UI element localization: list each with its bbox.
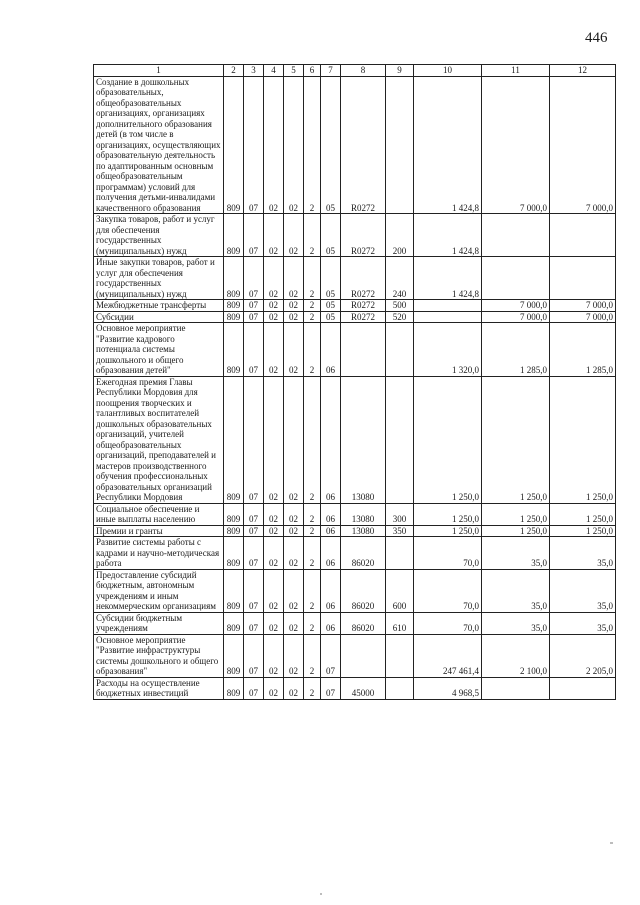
row-name-cell: Межбюджетные трансферты — [94, 300, 224, 312]
row-value-cell: 200 — [386, 214, 414, 257]
header-cell: 8 — [341, 65, 386, 77]
row-value-cell: 7 000,0 — [482, 76, 550, 214]
row-value-cell: 35,0 — [550, 537, 616, 570]
row-name-cell: Социальное обеспечение и иные выплаты населению — [94, 503, 224, 525]
row-value-cell: 520 — [386, 311, 414, 323]
row-value-cell: 86020 — [341, 569, 386, 612]
row-value-cell: 07 — [244, 300, 264, 312]
row-value-cell: 1 250,0 — [414, 376, 482, 503]
row-value-cell: 1 250,0 — [550, 503, 616, 525]
row-value-cell: 02 — [264, 376, 284, 503]
row-value-cell: 7 000,0 — [550, 300, 616, 312]
row-value-cell: 809 — [224, 677, 244, 699]
row-value-cell: 02 — [284, 257, 304, 300]
table-row — [94, 257, 616, 300]
table-row — [94, 376, 616, 503]
row-name-cell: Премии и гранты — [94, 525, 224, 537]
row-value-cell: 07 — [321, 677, 341, 699]
row-value-cell: 600 — [386, 569, 414, 612]
row-value-cell: 1 250,0 — [482, 503, 550, 525]
row-value-cell: 02 — [264, 257, 284, 300]
row-value-cell: 35,0 — [482, 569, 550, 612]
header-cell: 6 — [304, 65, 321, 77]
row-value-cell: 86020 — [341, 537, 386, 570]
row-value-cell: 2 — [304, 300, 321, 312]
table-row — [94, 612, 616, 634]
row-value-cell: 06 — [321, 569, 341, 612]
row-value-cell: 2 205,0 — [550, 634, 616, 677]
row-value-cell: 2 — [304, 257, 321, 300]
row-value-cell: 1 250,0 — [550, 376, 616, 503]
row-value-cell: R0272 — [341, 311, 386, 323]
header-cell: 3 — [244, 65, 264, 77]
header-cell: 7 — [321, 65, 341, 77]
row-value-cell: 02 — [284, 376, 304, 503]
row-value-cell: 1 250,0 — [414, 525, 482, 537]
row-value-cell — [341, 323, 386, 377]
row-value-cell: 02 — [284, 612, 304, 634]
row-value-cell: 13080 — [341, 376, 386, 503]
row-value-cell — [386, 376, 414, 503]
row-value-cell: 2 — [304, 376, 321, 503]
row-value-cell: 1 424,8 — [414, 257, 482, 300]
row-value-cell: 07 — [244, 257, 264, 300]
table-row — [94, 300, 616, 312]
row-value-cell: 02 — [264, 569, 284, 612]
row-value-cell: 02 — [284, 300, 304, 312]
row-value-cell: 07 — [321, 634, 341, 677]
row-value-cell: 07 — [244, 634, 264, 677]
row-value-cell: 300 — [386, 503, 414, 525]
row-value-cell: 06 — [321, 376, 341, 503]
row-value-cell: 02 — [264, 300, 284, 312]
row-value-cell — [414, 311, 482, 323]
row-value-cell: 7 000,0 — [550, 311, 616, 323]
table-row — [94, 677, 616, 699]
row-value-cell: 06 — [321, 612, 341, 634]
row-value-cell: 2 — [304, 525, 321, 537]
row-value-cell: 2 — [304, 311, 321, 323]
row-value-cell: 1 250,0 — [482, 525, 550, 537]
row-value-cell: R0272 — [341, 214, 386, 257]
row-value-cell: 70,0 — [414, 612, 482, 634]
row-value-cell: 07 — [244, 677, 264, 699]
row-value-cell — [482, 214, 550, 257]
row-value-cell: 809 — [224, 214, 244, 257]
row-value-cell: 07 — [244, 525, 264, 537]
row-value-cell: 809 — [224, 257, 244, 300]
row-value-cell: 07 — [244, 612, 264, 634]
row-name-cell: Иные закупки товаров, работ и услуг для обеспечения государственных (муниципальных) нужд — [94, 257, 224, 300]
row-name-cell: Расходы на осуществление бюджетных инвестиций — [94, 677, 224, 699]
row-value-cell: 06 — [321, 537, 341, 570]
row-value-cell: 2 — [304, 612, 321, 634]
row-value-cell — [386, 323, 414, 377]
row-value-cell: 809 — [224, 503, 244, 525]
row-value-cell: 06 — [321, 503, 341, 525]
row-value-cell: 35,0 — [550, 569, 616, 612]
row-value-cell: 07 — [244, 76, 264, 214]
row-value-cell: 02 — [264, 537, 284, 570]
row-value-cell: 809 — [224, 311, 244, 323]
row-value-cell: 02 — [264, 503, 284, 525]
row-value-cell: 70,0 — [414, 537, 482, 570]
header-cell: 11 — [482, 65, 550, 77]
row-name-cell: Основное мероприятие "Развитие инфраструктуры системы дошкольного и общего образования" — [94, 634, 224, 677]
page-number: 446 — [585, 30, 608, 46]
row-value-cell — [550, 257, 616, 300]
row-value-cell: 2 — [304, 323, 321, 377]
row-value-cell — [386, 76, 414, 214]
header-cell: 2 — [224, 65, 244, 77]
row-value-cell: 07 — [244, 214, 264, 257]
row-value-cell: 02 — [284, 323, 304, 377]
row-value-cell: 35,0 — [550, 612, 616, 634]
row-value-cell: 2 — [304, 537, 321, 570]
row-value-cell: 1 320,0 — [414, 323, 482, 377]
row-value-cell — [386, 537, 414, 570]
row-value-cell: 02 — [264, 323, 284, 377]
row-value-cell: 2 — [304, 214, 321, 257]
scan-mark — [320, 893, 322, 895]
row-value-cell: 70,0 — [414, 569, 482, 612]
row-value-cell: 7 000,0 — [550, 76, 616, 214]
row-value-cell: 500 — [386, 300, 414, 312]
table-row — [94, 214, 616, 257]
row-value-cell: 02 — [264, 214, 284, 257]
row-value-cell: 13080 — [341, 503, 386, 525]
row-value-cell — [550, 214, 616, 257]
row-name-cell: Основное мероприятие "Развитие кадрового потенциала системы дошкольного и общего образования детей" — [94, 323, 224, 377]
header-cell: 10 — [414, 65, 482, 77]
table-row — [94, 76, 616, 214]
row-value-cell: 02 — [264, 525, 284, 537]
row-value-cell: 02 — [264, 634, 284, 677]
row-value-cell: 07 — [244, 537, 264, 570]
row-value-cell: 809 — [224, 537, 244, 570]
row-value-cell: 1 250,0 — [550, 525, 616, 537]
row-name-cell: Субсидии — [94, 311, 224, 323]
row-name-cell: Субсидии бюджетным учреждениям — [94, 612, 224, 634]
row-value-cell: 02 — [264, 311, 284, 323]
row-value-cell: 809 — [224, 300, 244, 312]
header-cell: 5 — [284, 65, 304, 77]
row-value-cell: 809 — [224, 569, 244, 612]
row-value-cell: 1 424,8 — [414, 76, 482, 214]
row-value-cell — [482, 257, 550, 300]
row-name-cell: Закупка товаров, работ и услуг для обеспечения государственных (муниципальных) нужд — [94, 214, 224, 257]
row-value-cell: 86020 — [341, 612, 386, 634]
header-cell: 12 — [550, 65, 616, 77]
row-name-cell: Предоставление субсидий бюджетным, автономным учреждениям и иным некоммерческим организациям — [94, 569, 224, 612]
row-value-cell: 02 — [284, 311, 304, 323]
row-value-cell: 2 100,0 — [482, 634, 550, 677]
header-cell: 1 — [94, 65, 224, 77]
row-value-cell: 2 — [304, 76, 321, 214]
row-value-cell: 05 — [321, 311, 341, 323]
row-value-cell: 07 — [244, 569, 264, 612]
row-value-cell: 02 — [264, 612, 284, 634]
row-value-cell: 809 — [224, 323, 244, 377]
row-value-cell: 05 — [321, 214, 341, 257]
row-value-cell: 2 — [304, 569, 321, 612]
row-value-cell: 2 — [304, 677, 321, 699]
row-value-cell: 809 — [224, 525, 244, 537]
row-value-cell: 02 — [264, 76, 284, 214]
row-value-cell: 1 285,0 — [550, 323, 616, 377]
table-row — [94, 569, 616, 612]
row-value-cell: 05 — [321, 257, 341, 300]
row-value-cell: 02 — [284, 569, 304, 612]
row-value-cell: 02 — [284, 503, 304, 525]
row-value-cell: R0272 — [341, 300, 386, 312]
row-value-cell: 05 — [321, 300, 341, 312]
row-value-cell: 02 — [284, 525, 304, 537]
row-value-cell: 07 — [244, 311, 264, 323]
table-row — [94, 525, 616, 537]
table-row — [94, 323, 616, 377]
row-value-cell: 1 285,0 — [482, 323, 550, 377]
row-value-cell — [386, 677, 414, 699]
row-value-cell: 247 461,4 — [414, 634, 482, 677]
table-row — [94, 503, 616, 525]
row-value-cell: 350 — [386, 525, 414, 537]
row-value-cell: 02 — [284, 677, 304, 699]
row-value-cell: 35,0 — [482, 537, 550, 570]
row-value-cell — [482, 677, 550, 699]
table-row — [94, 537, 616, 570]
row-value-cell: 1 424,8 — [414, 214, 482, 257]
row-value-cell: 809 — [224, 634, 244, 677]
row-value-cell: 2 — [304, 503, 321, 525]
scan-mark — [610, 842, 613, 844]
row-value-cell: 809 — [224, 76, 244, 214]
row-value-cell: R0272 — [341, 76, 386, 214]
budget-table — [93, 64, 616, 700]
row-value-cell: 02 — [284, 537, 304, 570]
row-value-cell — [550, 677, 616, 699]
row-value-cell: 4 968,5 — [414, 677, 482, 699]
row-value-cell: 02 — [264, 677, 284, 699]
header-cell: 4 — [264, 65, 284, 77]
row-value-cell: 45000 — [341, 677, 386, 699]
row-name-cell: Ежегодная премия Главы Республики Мордовия для поощрения творческих и талантливых воспитателей дошкольных образовательных организаций, учителей общеобразовательных организаций, преподавателей и мастеров производственного обучения профессиональных образовательных организаций Республики Мордовия — [94, 376, 224, 503]
row-value-cell: 07 — [244, 376, 264, 503]
row-value-cell: 610 — [386, 612, 414, 634]
row-value-cell: 13080 — [341, 525, 386, 537]
row-value-cell: 05 — [321, 76, 341, 214]
row-value-cell: 06 — [321, 323, 341, 377]
row-value-cell: 02 — [284, 214, 304, 257]
row-value-cell: 02 — [284, 76, 304, 214]
row-value-cell: 1 250,0 — [414, 503, 482, 525]
row-value-cell: 240 — [386, 257, 414, 300]
row-value-cell: R0272 — [341, 257, 386, 300]
header-row — [94, 65, 616, 77]
header-cell: 9 — [386, 65, 414, 77]
row-name-cell: Создание в дошкольных образовательных, общеобразовательных организациях, организациях дополнительного образования детей (в том числе в организациях, осуществляющих образовательную деятельность по адаптированным основным общеобразовательным программам) условий для получения детьми-инвалидами качественного образования — [94, 76, 224, 214]
row-value-cell: 809 — [224, 376, 244, 503]
row-value-cell: 809 — [224, 612, 244, 634]
row-value-cell — [386, 634, 414, 677]
row-value-cell: 07 — [244, 323, 264, 377]
row-value-cell — [341, 634, 386, 677]
row-value-cell: 7 000,0 — [482, 300, 550, 312]
row-value-cell: 07 — [244, 503, 264, 525]
row-value-cell — [414, 300, 482, 312]
row-value-cell: 1 250,0 — [482, 376, 550, 503]
table-row — [94, 634, 616, 677]
row-name-cell: Развитие системы работы с кадрами и научно-методическая работа — [94, 537, 224, 570]
row-value-cell: 2 — [304, 634, 321, 677]
row-value-cell: 02 — [284, 634, 304, 677]
row-value-cell: 06 — [321, 525, 341, 537]
table-row — [94, 311, 616, 323]
row-value-cell: 35,0 — [482, 612, 550, 634]
row-value-cell: 7 000,0 — [482, 311, 550, 323]
